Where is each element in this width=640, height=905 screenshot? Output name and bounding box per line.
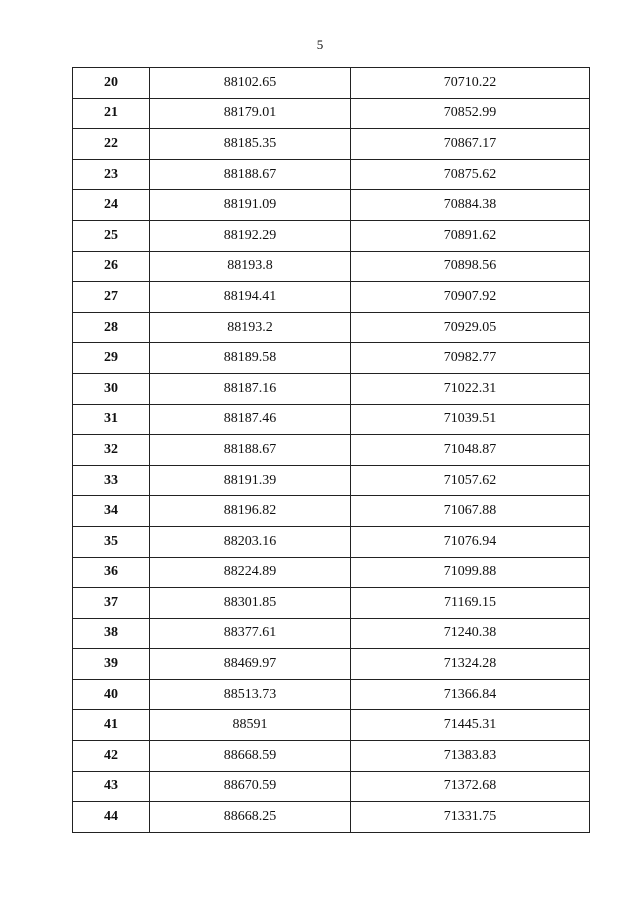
point-number-cell: 27 — [73, 282, 150, 313]
x-coordinate-cell: 88513.73 — [150, 679, 351, 710]
table-row — [73, 496, 590, 527]
y-coordinate-cell: 71445.31 — [351, 710, 590, 741]
table-row — [73, 802, 590, 833]
point-number-cell: 33 — [73, 465, 150, 496]
y-coordinate-cell: 71039.51 — [351, 404, 590, 435]
table-row — [73, 557, 590, 588]
table-row — [73, 220, 590, 251]
point-number-cell: 25 — [73, 220, 150, 251]
y-coordinate-cell: 71324.28 — [351, 649, 590, 680]
point-number-cell: 31 — [73, 404, 150, 435]
x-coordinate-cell: 88192.29 — [150, 220, 351, 251]
x-coordinate-cell: 88196.82 — [150, 496, 351, 527]
table-row — [73, 312, 590, 343]
coordinates-table-body — [73, 68, 590, 833]
table-row — [73, 526, 590, 557]
y-coordinate-cell: 71076.94 — [351, 526, 590, 557]
point-number-cell: 36 — [73, 557, 150, 588]
point-number-cell: 30 — [73, 373, 150, 404]
y-coordinate-cell: 71048.87 — [351, 435, 590, 466]
y-coordinate-cell: 70982.77 — [351, 343, 590, 374]
x-coordinate-cell: 88668.25 — [150, 802, 351, 833]
x-coordinate-cell: 88203.16 — [150, 526, 351, 557]
point-number-cell: 42 — [73, 741, 150, 772]
x-coordinate-cell: 88301.85 — [150, 588, 351, 619]
y-coordinate-cell: 71169.15 — [351, 588, 590, 619]
table-row — [73, 679, 590, 710]
table-row — [73, 282, 590, 313]
y-coordinate-cell: 70710.22 — [351, 68, 590, 99]
point-number-cell: 43 — [73, 771, 150, 802]
table-row — [73, 435, 590, 466]
x-coordinate-cell: 88191.39 — [150, 465, 351, 496]
table-row — [73, 373, 590, 404]
point-number-cell: 39 — [73, 649, 150, 680]
x-coordinate-cell: 88469.97 — [150, 649, 351, 680]
y-coordinate-cell: 70898.56 — [351, 251, 590, 282]
y-coordinate-cell: 70929.05 — [351, 312, 590, 343]
coordinates-table — [72, 67, 590, 833]
x-coordinate-cell: 88377.61 — [150, 618, 351, 649]
point-number-cell: 20 — [73, 68, 150, 99]
page-number: 5 — [316, 37, 324, 52]
point-number-cell: 29 — [73, 343, 150, 374]
y-coordinate-cell: 70891.62 — [351, 220, 590, 251]
x-coordinate-cell: 88591 — [150, 710, 351, 741]
y-coordinate-cell: 71372.68 — [351, 771, 590, 802]
y-coordinate-cell: 71022.31 — [351, 373, 590, 404]
y-coordinate-cell: 71240.38 — [351, 618, 590, 649]
point-number-cell: 44 — [73, 802, 150, 833]
point-number-cell: 38 — [73, 618, 150, 649]
x-coordinate-cell: 88188.67 — [150, 435, 351, 466]
point-number-cell: 26 — [73, 251, 150, 282]
table-row — [73, 251, 590, 282]
x-coordinate-cell: 88193.8 — [150, 251, 351, 282]
point-number-cell: 40 — [73, 679, 150, 710]
x-coordinate-cell: 88102.65 — [150, 68, 351, 99]
point-number-cell: 24 — [73, 190, 150, 221]
y-coordinate-cell: 70875.62 — [351, 159, 590, 190]
table-row — [73, 649, 590, 680]
x-coordinate-cell: 88670.59 — [150, 771, 351, 802]
point-number-cell: 41 — [73, 710, 150, 741]
x-coordinate-cell: 88185.35 — [150, 129, 351, 160]
y-coordinate-cell: 70907.92 — [351, 282, 590, 313]
y-coordinate-cell: 71099.88 — [351, 557, 590, 588]
table-row — [73, 159, 590, 190]
x-coordinate-cell: 88187.16 — [150, 373, 351, 404]
y-coordinate-cell: 71067.88 — [351, 496, 590, 527]
x-coordinate-cell: 88224.89 — [150, 557, 351, 588]
x-coordinate-cell: 88193.2 — [150, 312, 351, 343]
x-coordinate-cell: 88179.01 — [150, 98, 351, 129]
y-coordinate-cell: 71383.83 — [351, 741, 590, 772]
x-coordinate-cell: 88188.67 — [150, 159, 351, 190]
y-coordinate-cell: 71366.84 — [351, 679, 590, 710]
y-coordinate-cell: 70867.17 — [351, 129, 590, 160]
table-row — [73, 741, 590, 772]
table-row — [73, 129, 590, 160]
x-coordinate-cell: 88187.46 — [150, 404, 351, 435]
table-row — [73, 98, 590, 129]
table-row — [73, 771, 590, 802]
point-number-cell: 21 — [73, 98, 150, 129]
table-row — [73, 343, 590, 374]
x-coordinate-cell: 88194.41 — [150, 282, 351, 313]
point-number-cell: 35 — [73, 526, 150, 557]
table-row — [73, 68, 590, 99]
point-number-cell: 22 — [73, 129, 150, 160]
point-number-cell: 32 — [73, 435, 150, 466]
x-coordinate-cell: 88189.58 — [150, 343, 351, 374]
table-row — [73, 618, 590, 649]
table-row — [73, 465, 590, 496]
table-row — [73, 404, 590, 435]
table-row — [73, 190, 590, 221]
point-number-cell: 34 — [73, 496, 150, 527]
table-row — [73, 588, 590, 619]
x-coordinate-cell: 88668.59 — [150, 741, 351, 772]
y-coordinate-cell: 70884.38 — [351, 190, 590, 221]
x-coordinate-cell: 88191.09 — [150, 190, 351, 221]
point-number-cell: 23 — [73, 159, 150, 190]
point-number-cell: 28 — [73, 312, 150, 343]
point-number-cell: 37 — [73, 588, 150, 619]
y-coordinate-cell: 71057.62 — [351, 465, 590, 496]
y-coordinate-cell: 70852.99 — [351, 98, 590, 129]
y-coordinate-cell: 71331.75 — [351, 802, 590, 833]
table-row — [73, 710, 590, 741]
